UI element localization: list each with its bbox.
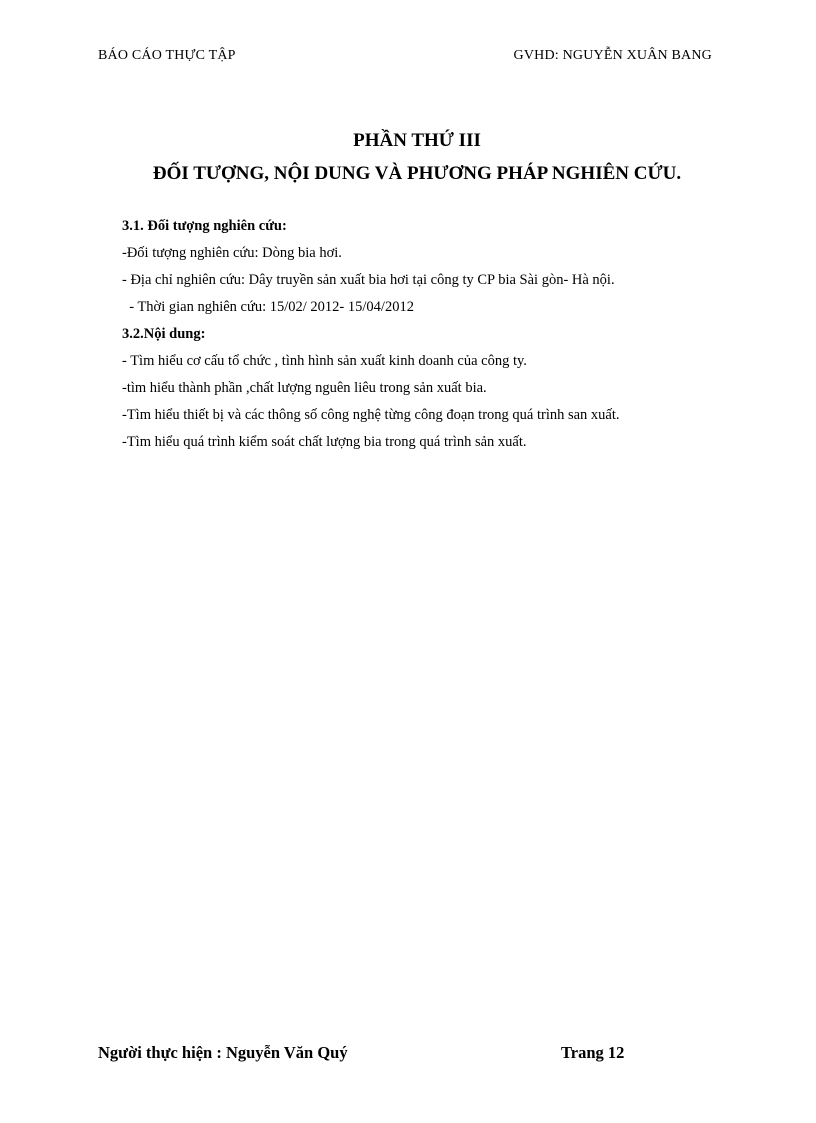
page-header xyxy=(98,48,712,70)
body-content xyxy=(122,217,698,451)
chapter-title xyxy=(120,128,714,186)
section-3-1-heading: 3.1. Đối tượng nghiên cứu: xyxy=(122,218,287,234)
list-item: -tìm hiểu thành phần ,chất lượng nguên liêu trong sản xuất bia. xyxy=(122,380,487,396)
list-item: - Thời gian nghiên cứu: 15/02/ 2012- 15/04/2012 xyxy=(122,299,414,315)
chapter-heading: ĐỐI TƯỢNG, NỘI DUNG VÀ PHƯƠNG PHÁP NGHIÊN CỨU. xyxy=(152,163,682,184)
page-footer xyxy=(98,1043,638,1067)
list-item: -Tìm hiểu thiết bị và các thông số công nghệ từng công đoạn trong quá trình san xuất. xyxy=(122,407,620,423)
header-report-title: BÁO CÁO THỰC TẬP xyxy=(98,48,236,63)
chapter-number: PHẦN THỨ III xyxy=(353,130,481,151)
list-item: - Tìm hiểu cơ cấu tổ chức , tình hình sản xuất kinh doanh của công ty. xyxy=(122,353,527,369)
list-item: - Địa chỉ nghiên cứu: Dây truyền sản xuất bia hơi tại công ty CP bia Sài gòn- Hà nội. xyxy=(122,272,615,288)
section-3-2-heading: 3.2.Nội dung: xyxy=(122,326,206,342)
header-supervisor: GVHD: NGUYỄN XUÂN BANG xyxy=(513,48,712,63)
footer-author: Người thực hiện : Nguyễn Văn Quý xyxy=(98,1043,348,1062)
footer-page-number: Trang 12 xyxy=(561,1043,625,1062)
list-item: -Tìm hiểu quá trình kiểm soát chất lượng bia trong quá trình sản xuất. xyxy=(122,434,527,450)
list-item: -Đối tượng nghiên cứu: Dòng bia hơi. xyxy=(122,245,342,261)
